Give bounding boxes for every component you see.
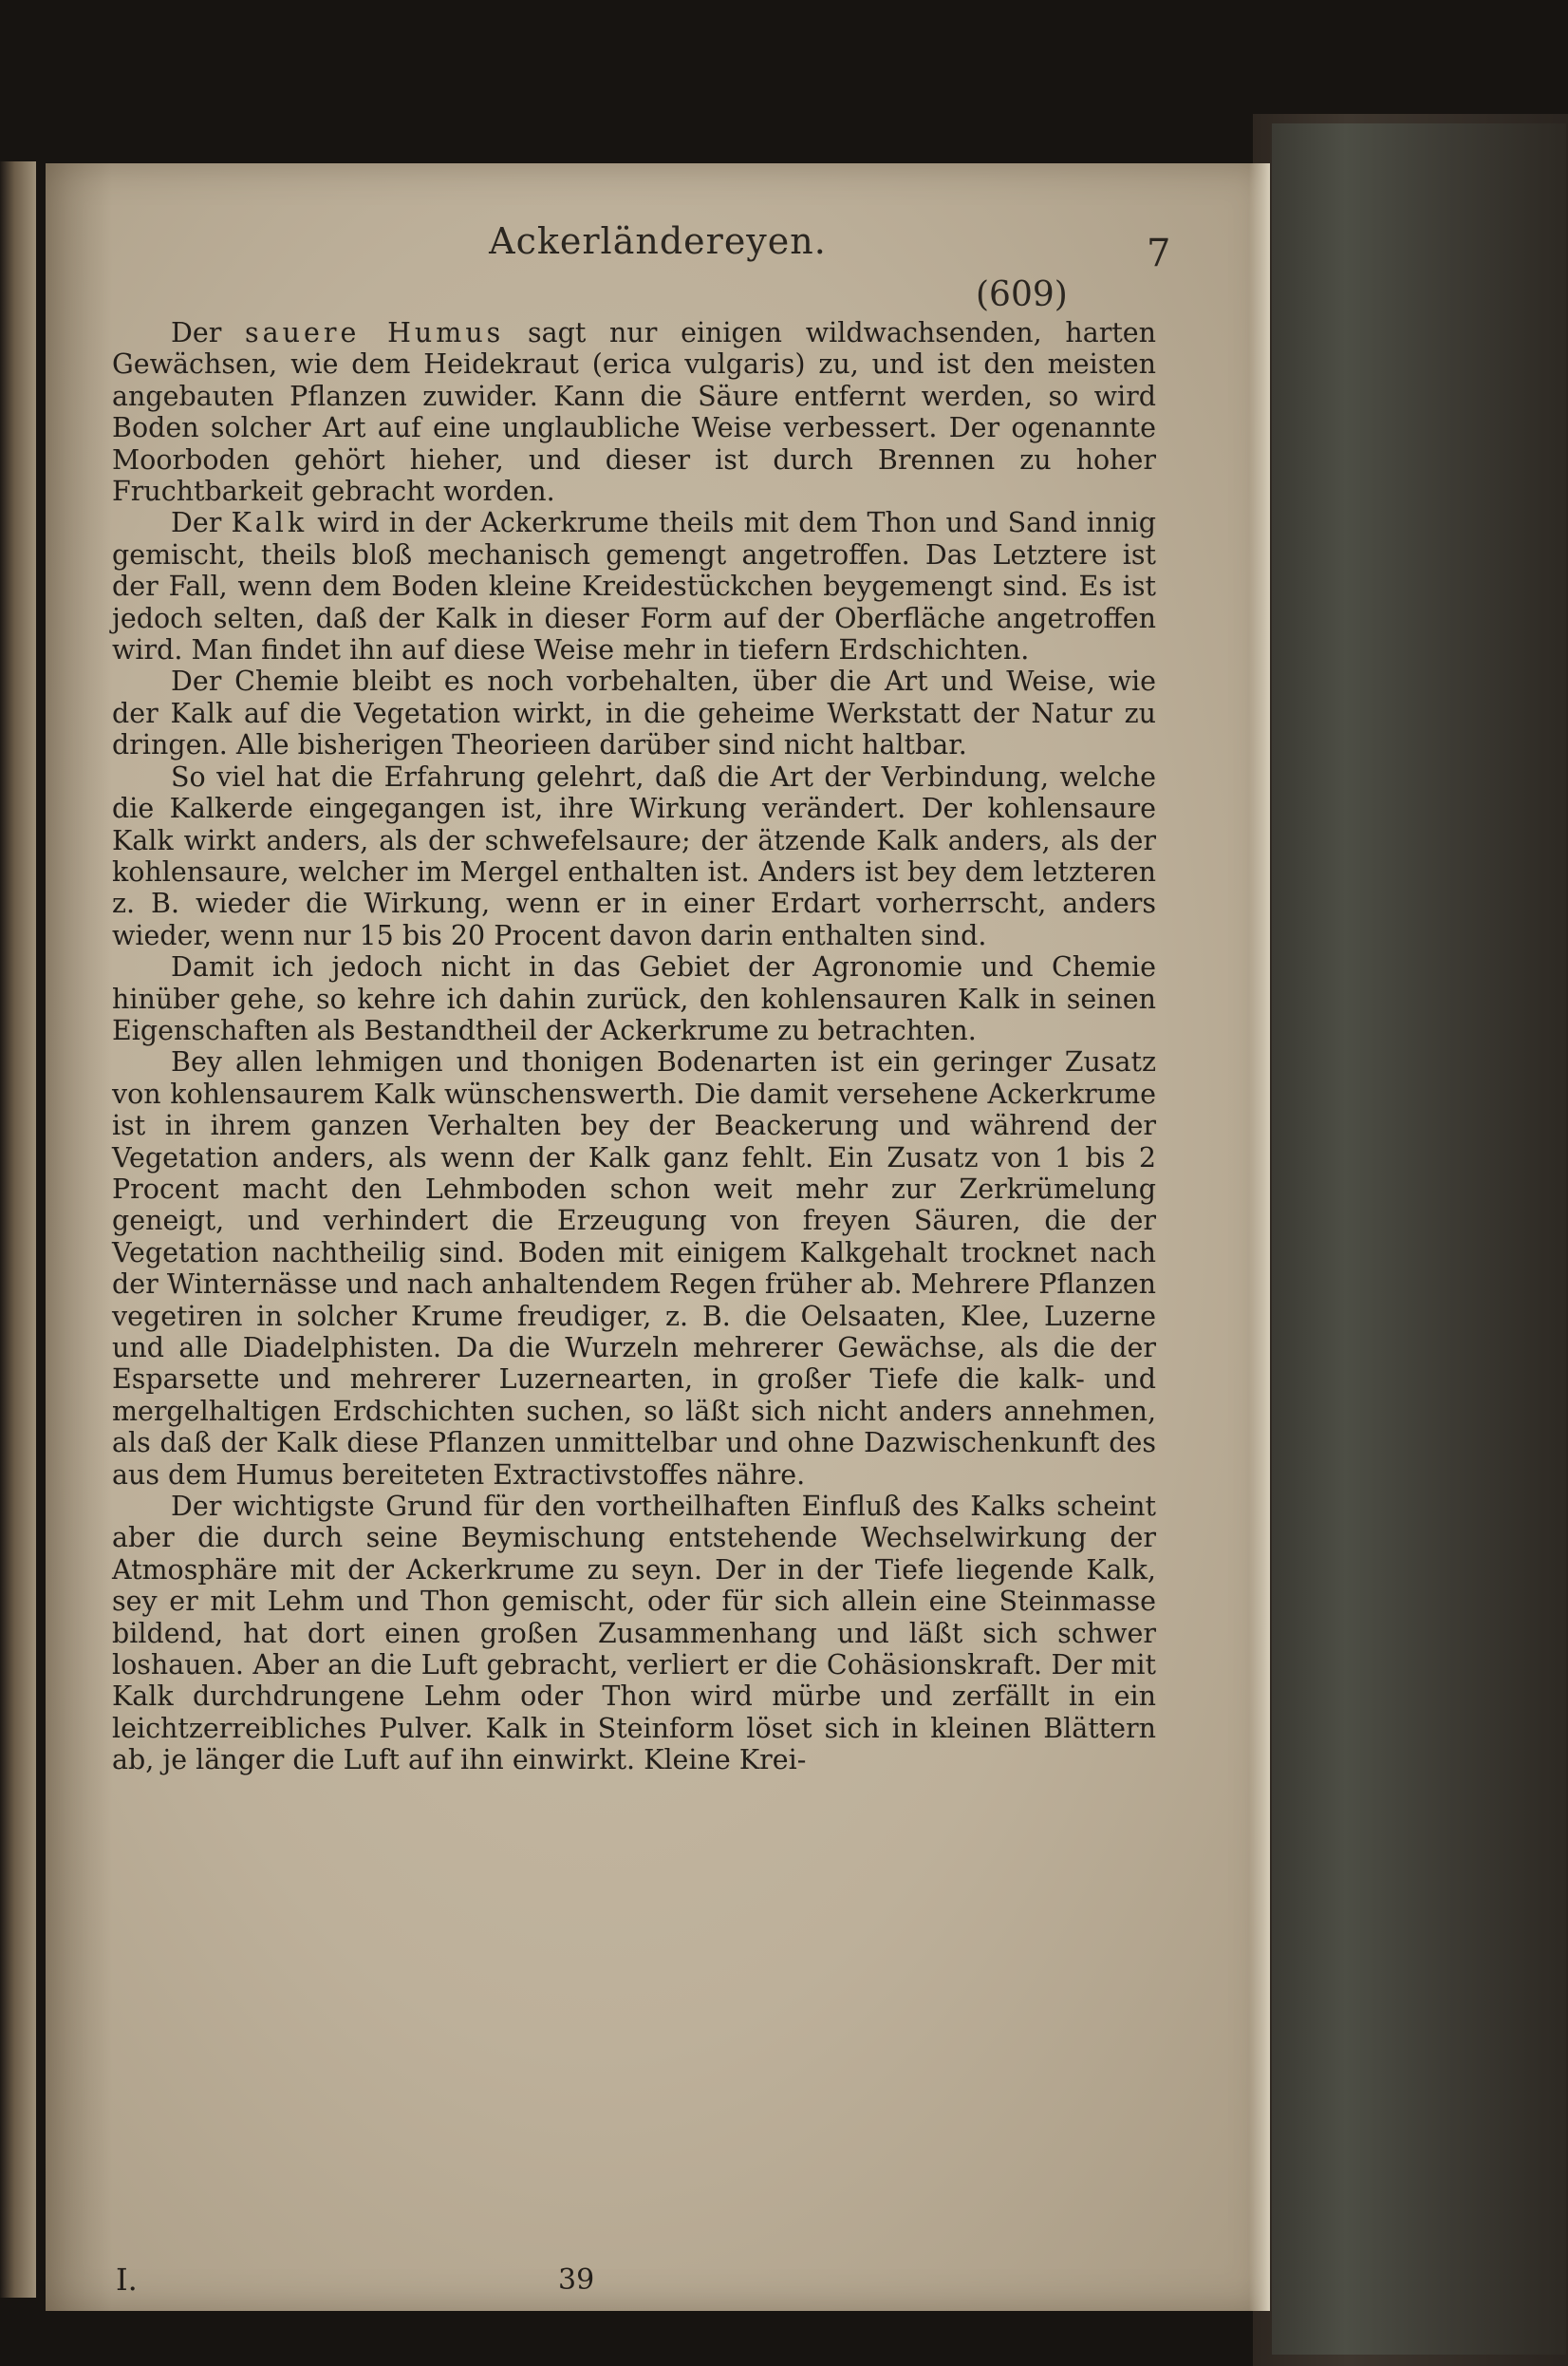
paragraph-term: Kalk	[231, 507, 308, 539]
paragraph	[112, 666, 1156, 760]
paragraph-lead: Der	[171, 317, 246, 348]
paragraph-text: sagt nur einigen wildwachsenden, harten Gewächsen, wie dem Heidekraut (erica vulgaris) zu, und ist den meisten angebauten Pflanzen zuwider. Kann die Säure entfernt werden, so wird Boden solcher Art auf eine unglaubliche Weise verbessert. Der ogenannte Moorboden gehört hieher, und dieser ist durch Brennen zu hoher Fruchtbarkeit gebracht worden.	[112, 317, 1156, 508]
paragraph	[112, 1491, 1156, 1776]
page-gutter-shadow	[46, 163, 112, 2311]
cover-board-surface	[1272, 123, 1566, 2355]
paragraph-term: sauere Humus	[245, 317, 505, 348]
paragraph-text: So viel hat die Erfahrung gelehrt, daß die Art der Verbindung, welche die Kalkerde eingegangen ist, ihre Wirkung verändert. Der kohlensaure Kalk wirkt anders, als der schwefelsaure; der ätzende Kalk anders, als der kohlensaure, welcher im Mergel enthalten ist. Anders ist bey dem letzteren z. B. wieder die Wirkung, wenn er in einer Erdart vorherrscht, anders wieder, wenn nur 15 bis 20 Procent davon darin enthalten sind.	[112, 760, 1156, 951]
paragraph	[112, 951, 1156, 1046]
left-page-edge	[0, 161, 36, 2298]
paragraph-text: Der wichtigste Grund für den vortheilhaften Einfluß des Kalks scheint aber die durch seine Beymischung entstehende Wechselwirkung der Atmosphäre mit der Ackerkrume zu seyn. Der in der Tiefe liegende Kalk, sey er mit Lehm und Thon gemischt, oder für sich allein eine Steinmasse bildend, hat dort einen großen Zusammenhang und läßt sich schwer loshauen. Aber an die Luft gebracht, verliert er die Cohäsionskraft. Der mit Kalk durchdrungene Lehm oder Thon wird mürbe und zerfällt in ein leichtzerreibliches Pulver. Kalk in Steinform löset sich in kleinen Blättern ab, je länger die Luft auf ihn einwirkt. Kleine Krei-	[112, 1491, 1156, 1776]
paragraph-text: Damit ich jedoch nicht in das Gebiet der Agronomie und Chemie hinüber gehe, so kehre ich dahin zurück, den kohlensauren Kalk in seinen Eigenschaften als Bestandtheil der Ackerkrume zu betrachten.	[112, 951, 1156, 1046]
paragraph	[112, 1046, 1156, 1491]
body-text	[112, 317, 1156, 1776]
signature-mark: I.	[116, 2262, 138, 2298]
paragraph	[112, 761, 1156, 951]
paragraph	[112, 507, 1156, 666]
running-head: Ackerländereyen.	[489, 220, 827, 262]
book-page	[46, 163, 1270, 2311]
page-folio: 7	[1147, 232, 1171, 275]
paragraph-lead: Der	[171, 507, 232, 539]
paragraph	[112, 317, 1156, 507]
paragraph-text: Der Chemie bleibt es noch vorbehalten, über die Art und Weise, wie der Kalk auf die Vegetation wirkt, in die geheime Werkstatt der Natur zu dringen. Alle bisherigen Theorieen darüber sind nicht haltbar.	[112, 666, 1156, 761]
block-number: (609)	[976, 275, 1068, 314]
paragraph-text: wird in der Ackerkrume theils mit dem Thon und Sand innig gemischt, theils bloß mechanisch gemengt angetroffen. Das Letztere ist der Fall, wenn dem Boden kleine Kreidestückchen beygemengt sind. Es ist jedoch selten, daß der Kalk in dieser Form auf der Oberfläche angetroffen wird. Man findet ihn auf diese Weise mehr in tiefern Erdschichten.	[112, 507, 1156, 667]
paragraph-text: Bey allen lehmigen und thonigen Bodenarten ist ein geringer Zusatz von kohlensaurem Kalk wünschenswerth. Die damit versehene Ackerkrume ist in ihrem ganzen Verhalten bey der Beackerung und während der Vegetation anders, als wenn der Kalk ganz fehlt. Ein Zusatz von 1 bis 2 Procent macht den Lehmboden schon weit mehr zur Zerkrümelung geneigt, und verhindert die Erzeugung von freyen Säuren, die der Vegetation nachtheilig sind. Boden mit einigem Kalkgehalt trocknet nach der Winternässe und nach anhaltendem Regen früher ab. Mehrere Pflanzen vegetiren in solcher Krume freudiger, z. B. die Oelsaaten, Klee, Luzerne und alle Diadelphisten. Da die Wurzeln mehrerer Gewächse, als die der Esparsette und mehrerer Luzernearten, in großer Tiefe die kalk- und mergelhaltigen Erdschichten suchen, so läßt sich nicht anders annehmen, als daß der Kalk diese Pflanzen unmittelbar und ohne Dazwischenkunft des aus dem Humus bereiteten Extractivstoffes nähre.	[112, 1046, 1156, 1491]
page-fore-edge	[1249, 163, 1270, 2311]
signature-number: 39	[558, 2263, 595, 2297]
